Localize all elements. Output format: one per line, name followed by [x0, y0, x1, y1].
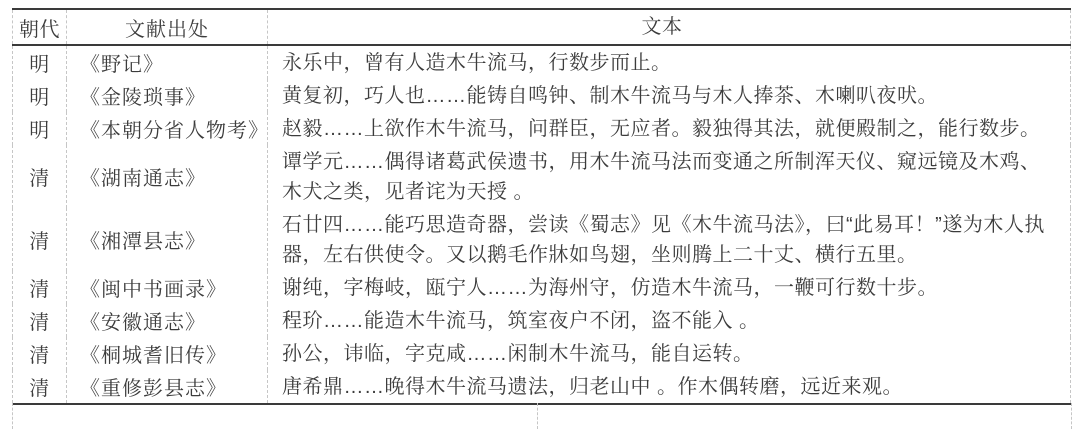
source-cell: 《桐城耆旧传》 — [66, 337, 267, 370]
source-cell: 《闽中书画录》 — [66, 271, 267, 304]
dynasty-cell: 明 — [12, 79, 66, 112]
text-cell: 唐希鼎……晚得木牛流马遗法，归老山中 。作木偶转磨，远近来观。 — [267, 370, 1071, 403]
dynasty-cell: 清 — [12, 208, 66, 271]
dynasty-cell: 清 — [12, 304, 66, 337]
dynasty-cell: 清 — [12, 145, 66, 208]
dynasty-cell: 明 — [12, 46, 66, 79]
source-cell: 《湘潭县志》 — [66, 208, 267, 271]
next-table-column-divider — [537, 403, 538, 429]
table-row — [12, 337, 1071, 370]
text-cell: 永乐中，曾有人造木牛流马，行数步而止。 — [267, 46, 1071, 79]
dynasty-cell: 清 — [12, 370, 66, 403]
next-table-right-border — [1071, 403, 1072, 429]
source-cell: 《安徽通志》 — [66, 304, 267, 337]
table-row — [12, 271, 1071, 304]
source-cell: 《野记》 — [66, 46, 267, 79]
column-header-text: 文本 — [267, 10, 1071, 44]
text-cell: 程玠……能造木牛流马，筑室夜户不闭，盗不能入 。 — [267, 304, 1071, 337]
table-row — [12, 145, 1071, 208]
text-cell: 石廿四……能巧思造奇器，尝读《蜀志》见《木牛流马法》，曰“此易耳！”遂为木人执器，左右供使令。又以鹅毛作牀如鸟翅，坐则腾上二十丈、横行五里。 — [267, 208, 1071, 271]
table-row — [12, 46, 1071, 79]
text-cell: 黄复初，巧人也……能铸自鸣钟、制木牛流马与木人捧茶、木喇叭夜吠。 — [267, 79, 1071, 112]
text-cell: 谭学元……偶得诸葛武侯遗书，用木牛流马法而变通之所制浑天仪、窥远镜及木鸡、木犬之类，见者诧为天授 。 — [267, 145, 1071, 208]
source-cell: 《本朝分省人物考》 — [66, 112, 267, 145]
table-row — [12, 112, 1071, 145]
table-row — [12, 208, 1071, 271]
dynasty-cell: 清 — [12, 271, 66, 304]
dynasty-cell: 明 — [12, 112, 66, 145]
source-cell: 《湖南通志》 — [66, 145, 267, 208]
source-cell: 《金陵琐事》 — [66, 79, 267, 112]
text-cell: 谢纯，字梅岐，瓯宁人……为海州守，仿造木牛流马，一鞭可行数十步。 — [267, 271, 1071, 304]
text-cell: 孙公，讳临，字克咸……闲制木牛流马，能自运转。 — [267, 337, 1071, 370]
table-row — [12, 79, 1071, 112]
next-table-left-border — [12, 403, 13, 429]
source-cell: 《重修彭县志》 — [66, 370, 267, 403]
table-header-row — [12, 10, 1071, 46]
literature-table — [12, 8, 1071, 405]
column-header-dynasty: 朝代 — [12, 10, 66, 44]
dynasty-cell: 清 — [12, 337, 66, 370]
table-row — [12, 370, 1071, 403]
text-cell: 赵毅……上欲作木牛流马，问群臣，无应者。毅独得其法，就便殿制之，能行数步。 — [267, 112, 1071, 145]
column-header-source: 文献出处 — [66, 10, 267, 44]
table-row — [12, 304, 1071, 337]
